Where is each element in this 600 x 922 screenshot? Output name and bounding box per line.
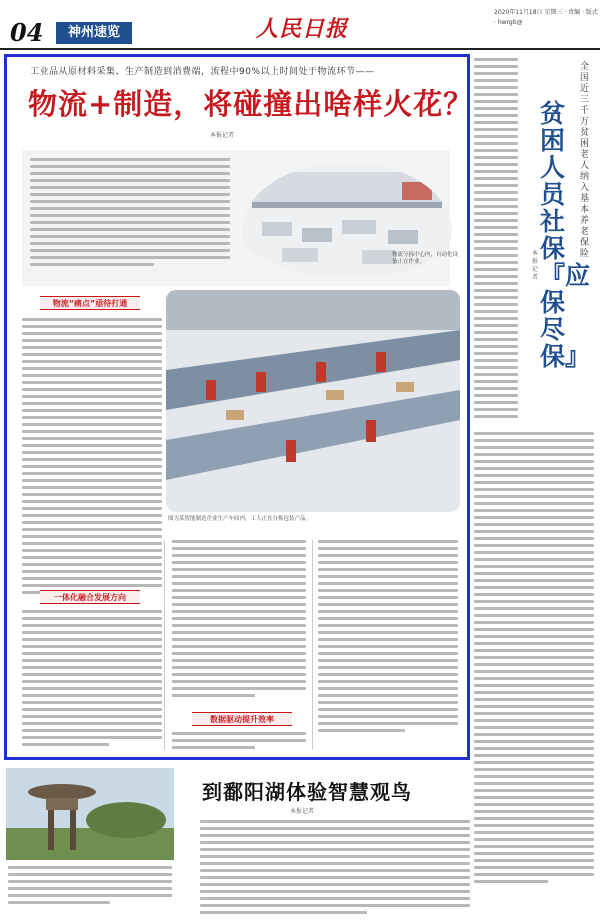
factory-photo-caption: 图为某智能制造企业生产车间内，工人正在分拣包装产品。	[168, 516, 312, 522]
side-article-headline: 贫困人员社保『应保尽保』	[540, 99, 591, 371]
section-label: 神州速览	[56, 22, 132, 44]
masthead-info: 2020年11月18日 星期三 · 责编 · 版式 · hwrgb@	[494, 9, 598, 26]
bottom-article-byline: 本报记者	[290, 808, 315, 815]
article-headline: 物流+制造，将碰撞出啥样火花？	[28, 87, 474, 121]
side-article-byline: 本报记者	[532, 250, 539, 281]
body-column-left-1	[22, 318, 162, 598]
column-rule	[164, 540, 165, 750]
warehouse-photo-caption: 物流分拣中心内，自动化设备正在作业。	[392, 252, 459, 265]
article-lead: 工业品从原材料采集、生产制造到消费端，流程中90%以上时间处于物流环节——	[30, 67, 375, 77]
subhead-2: 一体化融合发展方向	[40, 590, 140, 604]
bottom-left-text	[8, 866, 172, 908]
body-column-mid-bottom	[172, 732, 306, 753]
subhead-3: 数据驱动提升效率	[192, 712, 292, 726]
bottom-article-text	[200, 820, 470, 918]
column-rule	[312, 540, 313, 750]
side-column-text-1	[474, 58, 518, 422]
birdwatching-tower-photo	[6, 768, 174, 860]
side-column-text-2	[474, 432, 594, 887]
body-column-right	[318, 540, 458, 736]
body-column-left-2	[22, 610, 162, 750]
article-byline: 本报记者	[210, 132, 235, 139]
factory-photo	[166, 290, 460, 512]
page-number: 04	[10, 18, 44, 47]
intro-text	[30, 158, 230, 270]
subhead-1: 物流“痛点”亟待打通	[40, 296, 140, 310]
masthead	[0, 0, 600, 50]
body-column-mid	[172, 540, 306, 701]
side-article-subtitle: 全国近三千万贫困老人纳入基本养老保险	[580, 62, 590, 259]
bottom-article-headline: 到鄱阳湖体验智慧观鸟	[202, 780, 412, 804]
newspaper-logo: 人民日报	[256, 16, 349, 42]
